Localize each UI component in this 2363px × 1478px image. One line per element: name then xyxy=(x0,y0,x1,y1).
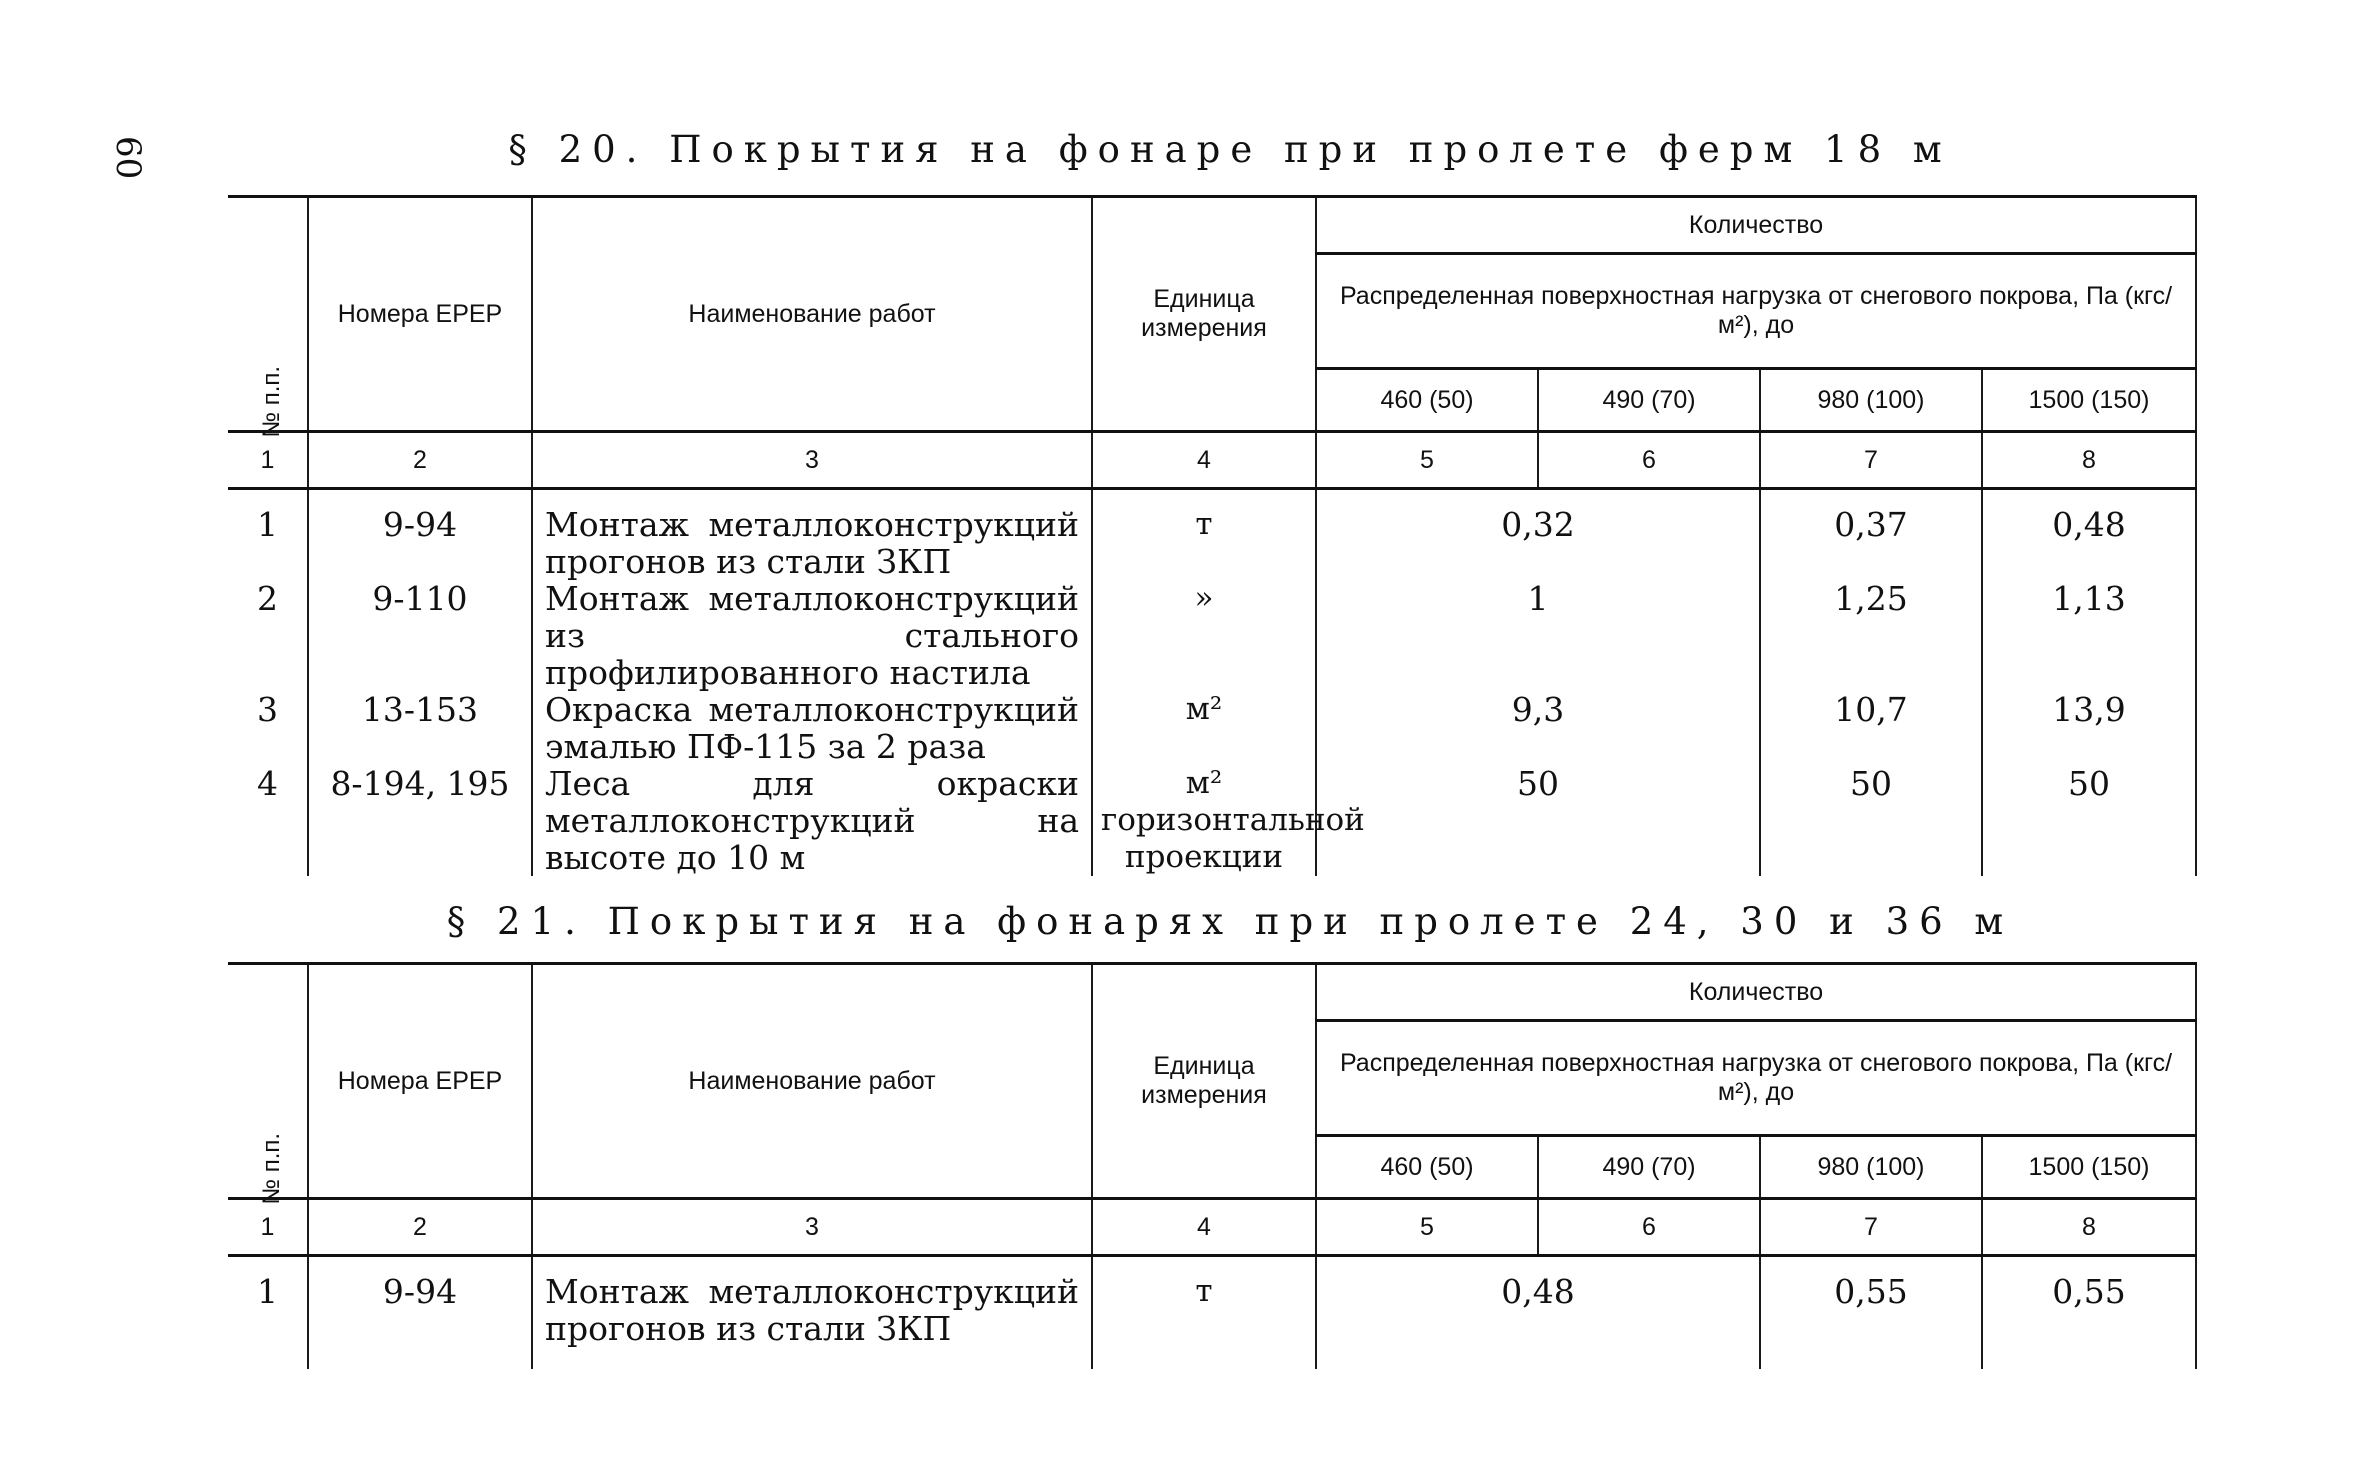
header-load-1: 460 (50) xyxy=(1316,369,1538,432)
work-name: Монтаж металлоконструкций прогонов из стали ЗКП xyxy=(532,506,1092,580)
row-number: 1 xyxy=(228,506,308,580)
column-number: 7 xyxy=(1760,1199,1982,1256)
header-name: Наименование работ xyxy=(532,197,1092,432)
quantity-980: 1,25 xyxy=(1760,580,1982,691)
header-load-3: 980 (100) xyxy=(1760,369,1982,432)
quantity-460-490: 0,32 xyxy=(1316,506,1760,580)
header-load-2: 490 (70) xyxy=(1538,369,1760,432)
header-unit: Единица измерения xyxy=(1092,197,1316,432)
erer-code: 9-94 xyxy=(308,506,532,580)
table-row xyxy=(228,506,2196,580)
work-name: Монтаж металлоконструкций из стального профилированного настила xyxy=(532,580,1092,691)
erer-code: 9-110 xyxy=(308,580,532,691)
column-number: 3 xyxy=(532,432,1092,489)
erer-code: 8-194, 195 xyxy=(308,765,532,876)
work-name: Леса для окраски металлоконструкций на высоте до 10 м xyxy=(532,765,1092,876)
section-21-table xyxy=(228,962,2197,1369)
row-number: 3 xyxy=(228,691,308,765)
quantity-980: 0,55 xyxy=(1760,1273,1982,1347)
erer-code: 13-153 xyxy=(308,691,532,765)
header-erer: Номера ЕРЕР xyxy=(308,197,532,432)
header-num-label: № п.п. xyxy=(258,1133,286,1205)
quantity-980: 10,7 xyxy=(1760,691,1982,765)
table-row xyxy=(228,691,2196,765)
page-number: 60 xyxy=(108,136,148,180)
header-load-3: 980 (100) xyxy=(1760,1136,1982,1199)
header-load-4: 1500 (150) xyxy=(1982,1136,2196,1199)
header-load-4: 1500 (150) xyxy=(1982,369,2196,432)
erer-code: 9-94 xyxy=(308,1273,532,1347)
header-erer: Номера ЕРЕР xyxy=(308,964,532,1199)
section-20-title: § 20. Покрытия на фонаре при пролете ферм 18 м xyxy=(508,128,1952,171)
column-number: 8 xyxy=(1982,1199,2196,1256)
table-row xyxy=(228,1273,2196,1347)
header-num-label: № п.п. xyxy=(258,366,286,438)
column-number: 4 xyxy=(1092,1199,1316,1256)
quantity-980: 50 xyxy=(1760,765,1982,876)
column-number: 6 xyxy=(1538,432,1760,489)
row-number: 2 xyxy=(228,580,308,691)
column-number: 5 xyxy=(1316,432,1538,489)
column-number: 6 xyxy=(1538,1199,1760,1256)
column-number: 2 xyxy=(308,432,532,489)
column-number: 1 xyxy=(228,1199,308,1256)
header-load-2: 490 (70) xyxy=(1538,1136,1760,1199)
row-number: 4 xyxy=(228,765,308,876)
header-load-description: Распределенная поверхностная нагрузка от снегового покрова, Па (кгс/м²), до xyxy=(1316,254,2196,369)
work-name: Монтаж металлоконструкций прогонов из стали ЗКП xyxy=(532,1273,1092,1347)
column-number: 7 xyxy=(1760,432,1982,489)
unit: м² горизонтальной проекции xyxy=(1092,765,1316,876)
header-load-1: 460 (50) xyxy=(1316,1136,1538,1199)
quantity-1500: 50 xyxy=(1982,765,2196,876)
unit: т xyxy=(1092,506,1316,580)
quantity-1500: 1,13 xyxy=(1982,580,2196,691)
column-number: 2 xyxy=(308,1199,532,1256)
table-row xyxy=(228,580,2196,691)
quantity-460-490: 9,3 xyxy=(1316,691,1760,765)
quantity-980: 0,37 xyxy=(1760,506,1982,580)
quantity-1500: 13,9 xyxy=(1982,691,2196,765)
unit: м² xyxy=(1092,691,1316,765)
header-name: Наименование работ xyxy=(532,964,1092,1199)
header-quantity: Количество xyxy=(1316,964,2196,1021)
header-load-description: Распределенная поверхностная нагрузка от снегового покрова, Па (кгс/м²), до xyxy=(1316,1021,2196,1136)
column-number: 4 xyxy=(1092,432,1316,489)
unit: » xyxy=(1092,580,1316,691)
row-number: 1 xyxy=(228,1273,308,1347)
section-20-table xyxy=(228,195,2197,876)
header-num xyxy=(228,964,308,1205)
column-number: 8 xyxy=(1982,432,2196,489)
quantity-1500: 0,48 xyxy=(1982,506,2196,580)
header-unit: Единица измерения xyxy=(1092,964,1316,1199)
column-number: 1 xyxy=(228,432,308,489)
header-num xyxy=(228,197,308,438)
quantity-460-490: 50 xyxy=(1316,765,1760,876)
quantity-460-490: 1 xyxy=(1316,580,1760,691)
section-21-title: § 21. Покрытия на фонарях при пролете 24, 30 и 36 м xyxy=(446,900,2014,943)
column-number: 3 xyxy=(532,1199,1092,1256)
quantity-1500: 0,55 xyxy=(1982,1273,2196,1347)
table-row xyxy=(228,765,2196,876)
unit: т xyxy=(1092,1273,1316,1347)
quantity-460-490: 0,48 xyxy=(1316,1273,1760,1347)
column-number: 5 xyxy=(1316,1199,1538,1256)
work-name: Окраска металлоконструкций эмалью ПФ-115 за 2 раза xyxy=(532,691,1092,765)
header-quantity: Количество xyxy=(1316,197,2196,254)
